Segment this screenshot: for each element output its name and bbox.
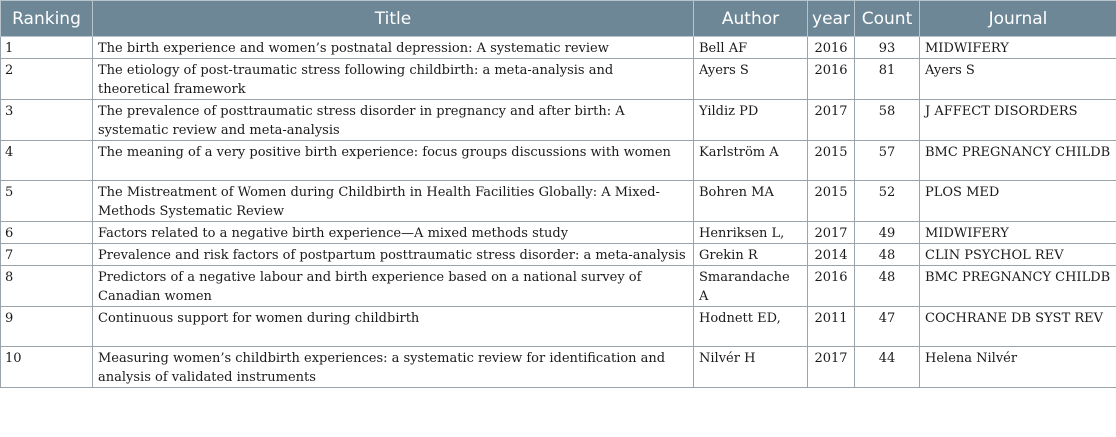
table-row — [1, 222, 1116, 244]
cell-author: Nilvér H — [694, 347, 808, 388]
cell-year: 2017 — [808, 347, 855, 388]
cell-title: The Mistreatment of Women during Childbirth in Health Facilities Globally: A Mixed-Methods Systematic Review — [93, 181, 694, 222]
table-row — [1, 266, 1116, 307]
cell-title: Predictors of a negative labour and birth experience based on a national survey of Canadian women — [93, 266, 694, 307]
header-title: Title — [93, 1, 694, 37]
cell-journal: Helena Nilvér — [920, 347, 1116, 388]
cell-count: 44 — [855, 347, 920, 388]
header-row — [1, 1, 1116, 37]
cell-journal: COCHRANE DB SYST REV — [920, 307, 1116, 347]
table-row — [1, 141, 1116, 181]
cell-year: 2016 — [808, 37, 855, 59]
cell-rank: 3 — [1, 100, 93, 141]
cell-rank: 5 — [1, 181, 93, 222]
cell-title: The birth experience and women’s postnatal depression: A systematic review — [93, 37, 694, 59]
cell-year: 2017 — [808, 222, 855, 244]
cell-author: Bell AF — [694, 37, 808, 59]
cell-rank: 10 — [1, 347, 93, 388]
cell-journal: BMC PREGNANCY CHILDB — [920, 141, 1116, 181]
header-ranking: Ranking — [1, 1, 93, 37]
cell-rank: 6 — [1, 222, 93, 244]
cell-author: Karlström A — [694, 141, 808, 181]
cell-count: 48 — [855, 244, 920, 266]
cell-journal: J AFFECT DISORDERS — [920, 100, 1116, 141]
cell-count: 47 — [855, 307, 920, 347]
cell-year: 2015 — [808, 141, 855, 181]
header-journal: Journal — [920, 1, 1116, 37]
table-row — [1, 100, 1116, 141]
cell-title: Measuring women’s childbirth experiences: a systematic review for identification and analysis of validated instruments — [93, 347, 694, 388]
cell-count: 49 — [855, 222, 920, 244]
cell-year: 2016 — [808, 266, 855, 307]
cell-year: 2011 — [808, 307, 855, 347]
cell-journal: MIDWIFERY — [920, 37, 1116, 59]
header-year: year — [808, 1, 855, 37]
cell-rank: 7 — [1, 244, 93, 266]
cell-year: 2015 — [808, 181, 855, 222]
cell-journal: CLIN PSYCHOL REV — [920, 244, 1116, 266]
table-row — [1, 244, 1116, 266]
header-author: Author — [694, 1, 808, 37]
cell-author: Yildiz PD — [694, 100, 808, 141]
cell-author: Henriksen L, — [694, 222, 808, 244]
cell-author: Ayers S — [694, 59, 808, 100]
cell-author: Grekin R — [694, 244, 808, 266]
cell-rank: 9 — [1, 307, 93, 347]
cell-count: 57 — [855, 141, 920, 181]
cell-journal: BMC PREGNANCY CHILDB — [920, 266, 1116, 307]
cell-title: Continuous support for women during childbirth — [93, 307, 694, 347]
cell-rank: 8 — [1, 266, 93, 307]
cell-title: Prevalence and risk factors of postpartum posttraumatic stress disorder: a meta-analysis — [93, 244, 694, 266]
table-row — [1, 59, 1116, 100]
table-row — [1, 37, 1116, 59]
cell-rank: 1 — [1, 37, 93, 59]
cell-count: 52 — [855, 181, 920, 222]
cell-title: Factors related to a negative birth experience—A mixed methods study — [93, 222, 694, 244]
cell-journal: MIDWIFERY — [920, 222, 1116, 244]
cell-year: 2014 — [808, 244, 855, 266]
header-count: Count — [855, 1, 920, 37]
cell-journal: PLOS MED — [920, 181, 1116, 222]
cell-title: The etiology of post-traumatic stress following childbirth: a meta-analysis and theoretical framework — [93, 59, 694, 100]
cell-author: Bohren MA — [694, 181, 808, 222]
cell-author: Hodnett ED, — [694, 307, 808, 347]
cell-title: The prevalence of posttraumatic stress disorder in pregnancy and after birth: A systematic review and meta-analysis — [93, 100, 694, 141]
cell-count: 48 — [855, 266, 920, 307]
cell-author: Smarandache A — [694, 266, 808, 307]
table-row — [1, 307, 1116, 347]
table-row — [1, 181, 1116, 222]
table-row — [1, 347, 1116, 388]
cell-rank: 4 — [1, 141, 93, 181]
cell-journal: Ayers S — [920, 59, 1116, 100]
cell-year: 2016 — [808, 59, 855, 100]
cell-count: 81 — [855, 59, 920, 100]
cell-year: 2017 — [808, 100, 855, 141]
cell-count: 93 — [855, 37, 920, 59]
cell-count: 58 — [855, 100, 920, 141]
cell-rank: 2 — [1, 59, 93, 100]
cell-title: The meaning of a very positive birth experience: focus groups discussions with women — [93, 141, 694, 181]
